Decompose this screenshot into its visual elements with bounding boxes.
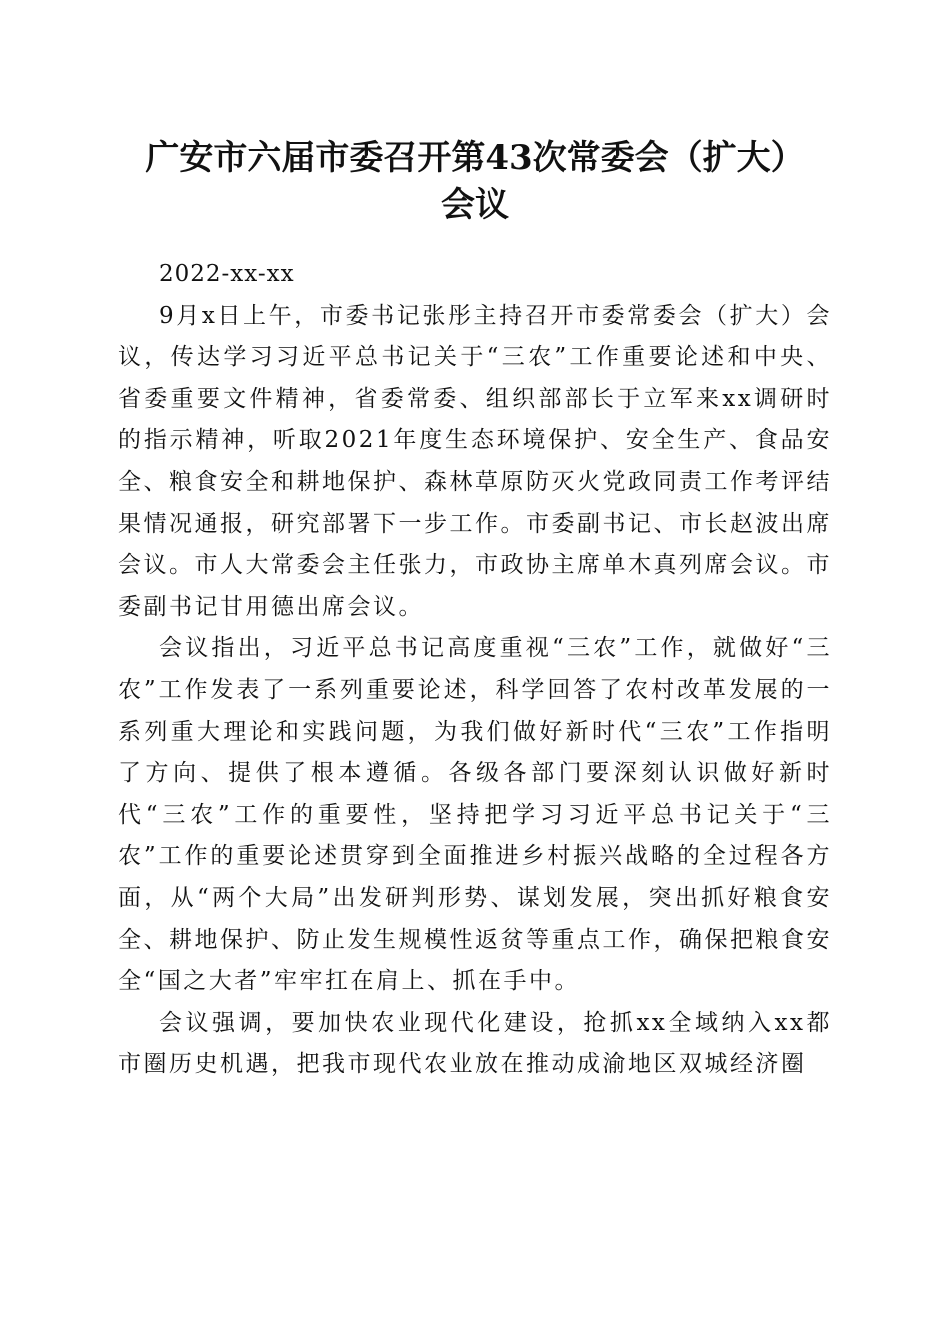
document-title-line-2: 会议 (441, 185, 509, 225)
document-body (118, 254, 832, 1086)
paragraph-3: 会议强调，要加快农业现代化建设，抢抓xx全域纳入xx都市圈历史机遇，把我市现代农业放在推动成渝地区双城经济圈 (118, 1009, 832, 1078)
document-title-line-1: 广安市六届市委召开第43次常委会（扩大） (145, 138, 805, 178)
paragraph-2: 会议指出，习近平总书记高度重视“三农”工作，就做好“三农”工作发表了一系列重要论述，科学回答了农村改革发展的一系列重大理论和实践问题，为我们做好新时代“三农”工作指明了方向、提供了根本遵循。各级各部门要深刻认识做好新时代“三农”工作的重要性，坚持把学习习近平总书记关于“三农”工作的重要论述贯穿到全面推进乡村振兴战略的全过程各方面，从“两个大局”出发研判形势、谋划发展，突出抓好粮食安全、耕地保护、防止发生规模性返贫等重点工作，确保把粮食安全“国之大者”牢牢扛在肩上、抓在手中。 (118, 635, 832, 995)
paragraph-1: 9月x日上午，市委书记张彤主持召开市委常委会（扩大）会议，传达学习习近平总书记关于“三农”工作重要论述和中央、省委重要文件精神，省委常委、组织部部长于立军来xx调研时的指示精神，听取2021年度生态环境保护、安全生产、食品安全、粮食安全和耕地保护、森林草原防灭火党政同责工作考评结果情况通报，研究部署下一步工作。市委副书记、市长赵波出席会议。市人大常委会主任张力，市政协主席单木真列席会议。市委副书记甘用德出席会议。 (118, 302, 832, 620)
document-date: 2022-xx-xx (159, 261, 295, 287)
